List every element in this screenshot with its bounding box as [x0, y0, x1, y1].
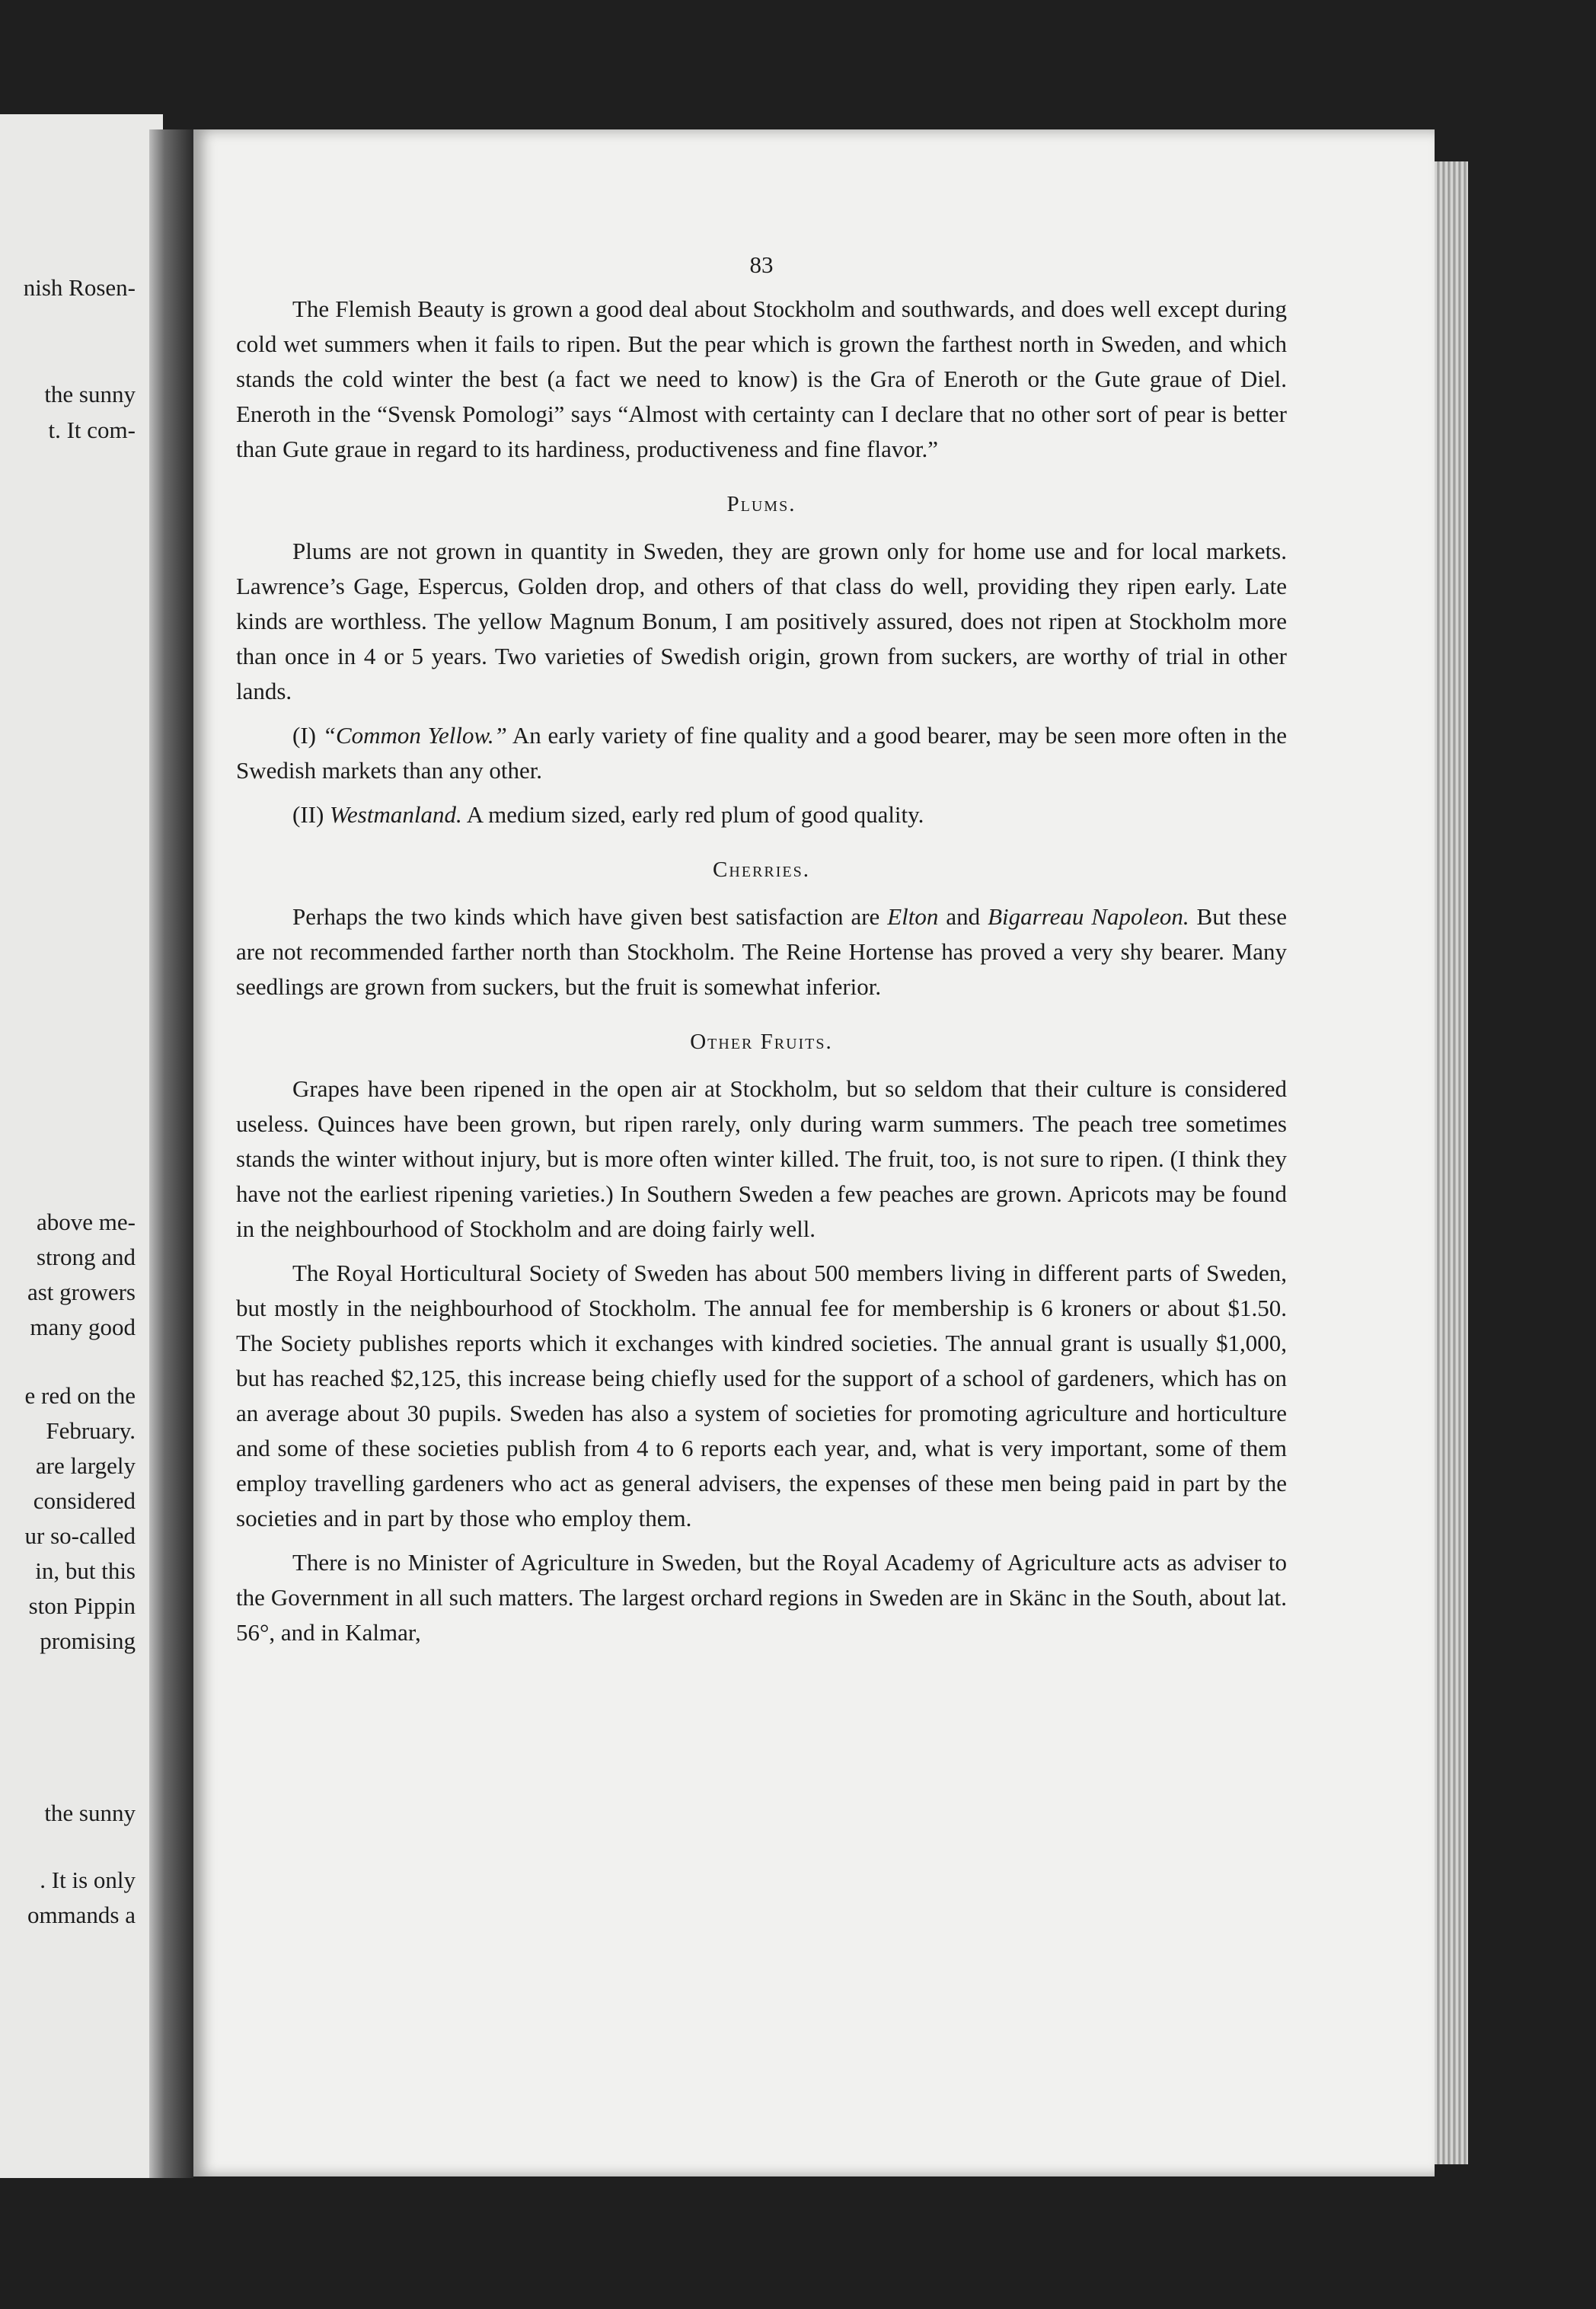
plums-paragraph: Plums are not grown in quantity in Sweden, they are grown only for home use and for local markets. Lawrence’s Gage, Espercus, Golden drop, and others of that class do well, providing they ripen early. Late kinds are worthless. The yellow Magnum Bonum, I am positively assured, does not ripen at Stockholm more than once in 4 or 5 years. Two varieties of Swedish origin, grown from suckers, are worthy of trial in other lands.: [236, 538, 1287, 704]
item-number: (I): [292, 722, 316, 749]
cherries-heading: Cherries.: [713, 857, 810, 882]
cherries-paragraph: [236, 899, 1287, 1004]
other-fruits-heading: Other Fruits.: [690, 1030, 833, 1054]
left-text-line: are largely: [35, 1452, 136, 1479]
left-text-line: ur so-called: [24, 1522, 136, 1549]
minister-paragraph: There is no Minister of Agriculture in Sweden, but the Royal Academy of Agriculture acts as adviser to the Government in all such matters. The largest orchard regions in Sweden are in Skänc in the South, about lat. 56°, and in Kalmar,: [236, 1549, 1287, 1646]
left-text-line: the sunny: [44, 1800, 136, 1826]
book-gutter: [149, 129, 193, 2178]
plums-heading: Plums.: [726, 492, 796, 516]
left-text-line: the sunny: [44, 381, 136, 407]
left-text-line: t. It com-: [48, 417, 136, 443]
item-number: (II): [292, 801, 324, 828]
left-text-line: above me-: [37, 1209, 136, 1235]
other-fruits-paragraph: Grapes have been ripened in the open air at Stockholm, but so seldom that their culture is considered useless. Quinces have been grown, but ripen rarely, only during warm summers. The peach tree sometimes stands the winter without injury, but is more often winter killed. The fruit, too, is not sure to ripen. (I think they have not the earliest ripening varieties.) In Southern Sweden a few peaches are grown. Apricots may be found in the neighbourhood of Stockholm and are doing fairly well.: [236, 1075, 1287, 1242]
left-text-line: ommands a: [27, 1902, 136, 1928]
variety-name: Elton: [887, 903, 939, 930]
cherries-text: But these are not recommended farther north than Stockholm. The Reine Hortense has proved a very shy bearer. Many seedlings are grown from suckers, but the fruit is somewhat inferior.: [236, 903, 1287, 1000]
page-number: 83: [749, 251, 774, 278]
left-text-line: February.: [46, 1417, 136, 1444]
left-text-line: many good: [30, 1314, 136, 1340]
page-content: [236, 248, 1287, 1650]
left-text-line: strong and: [36, 1244, 136, 1270]
left-text-line: in, but this: [35, 1557, 136, 1584]
left-text-line: e red on the: [24, 1382, 136, 1409]
variety-name: Bigarreau Napoleon.: [988, 903, 1189, 930]
variety-description: A medium sized, early red plum of good quality.: [461, 801, 924, 828]
left-text-line: considered: [33, 1487, 136, 1514]
left-text-line: ston Pippin: [28, 1592, 136, 1619]
plum-variety-2: [236, 797, 1287, 832]
pear-paragraph: The Flemish Beauty is grown a good deal about Stockholm and southwards, and does well except during cold wet summers when it fails to ripen. But the pear which is grown the farthest north in Sweden, and which stands the cold winter the best (a fact we need to know) is the Gra of Eneroth or the Gute graue of Diel. Eneroth in the “Svensk Pomologi” says “Almost with certainty can I declare that no other sort of pear is better than Gute graue in regard to its hardiness, productiveness and fine flavor.”: [236, 295, 1287, 462]
cherries-text: Perhaps the two kinds which have given best satisfaction are: [292, 903, 888, 930]
left-text-line: . It is only: [40, 1867, 136, 1893]
conjunction: and: [938, 903, 988, 930]
society-paragraph: The Royal Horticultural Society of Sweden has about 500 members living in different parts of Sweden, but mostly in the neighbourhood of Stockholm. The annual fee for membership is 6 kroners or about $1.50. The Society publishes reports which it exchanges with kindred societies. The annual grant is usually $1,000, but has reached $2,125, this increase being chiefly used for the support of a school of gardeners, which has on an average about 30 pupils. Sweden has also a system of societies for promoting agriculture and horticulture and some of these societies publish from 4 to 6 reports each year, and, what is very important, some of them employ travelling gardeners who act as general advisers, the expenses of these men being paid in part by the societies and in part by those who employ them.: [236, 1260, 1287, 1531]
variety-name: Westmanland.: [330, 801, 462, 828]
plum-variety-1: [236, 718, 1287, 788]
variety-description: An early variety of fine quality and a good bearer, may be seen more often in the Swedish markets than any other.: [236, 722, 1288, 784]
left-text-line: ast growers: [27, 1279, 136, 1305]
page-edges: [1435, 161, 1468, 2164]
left-text-line: nish Rosen-: [23, 274, 136, 301]
left-text-line: promising: [40, 1627, 136, 1654]
variety-name: “Common Yellow.”: [322, 722, 507, 749]
left-page-fragment: [0, 114, 163, 2178]
